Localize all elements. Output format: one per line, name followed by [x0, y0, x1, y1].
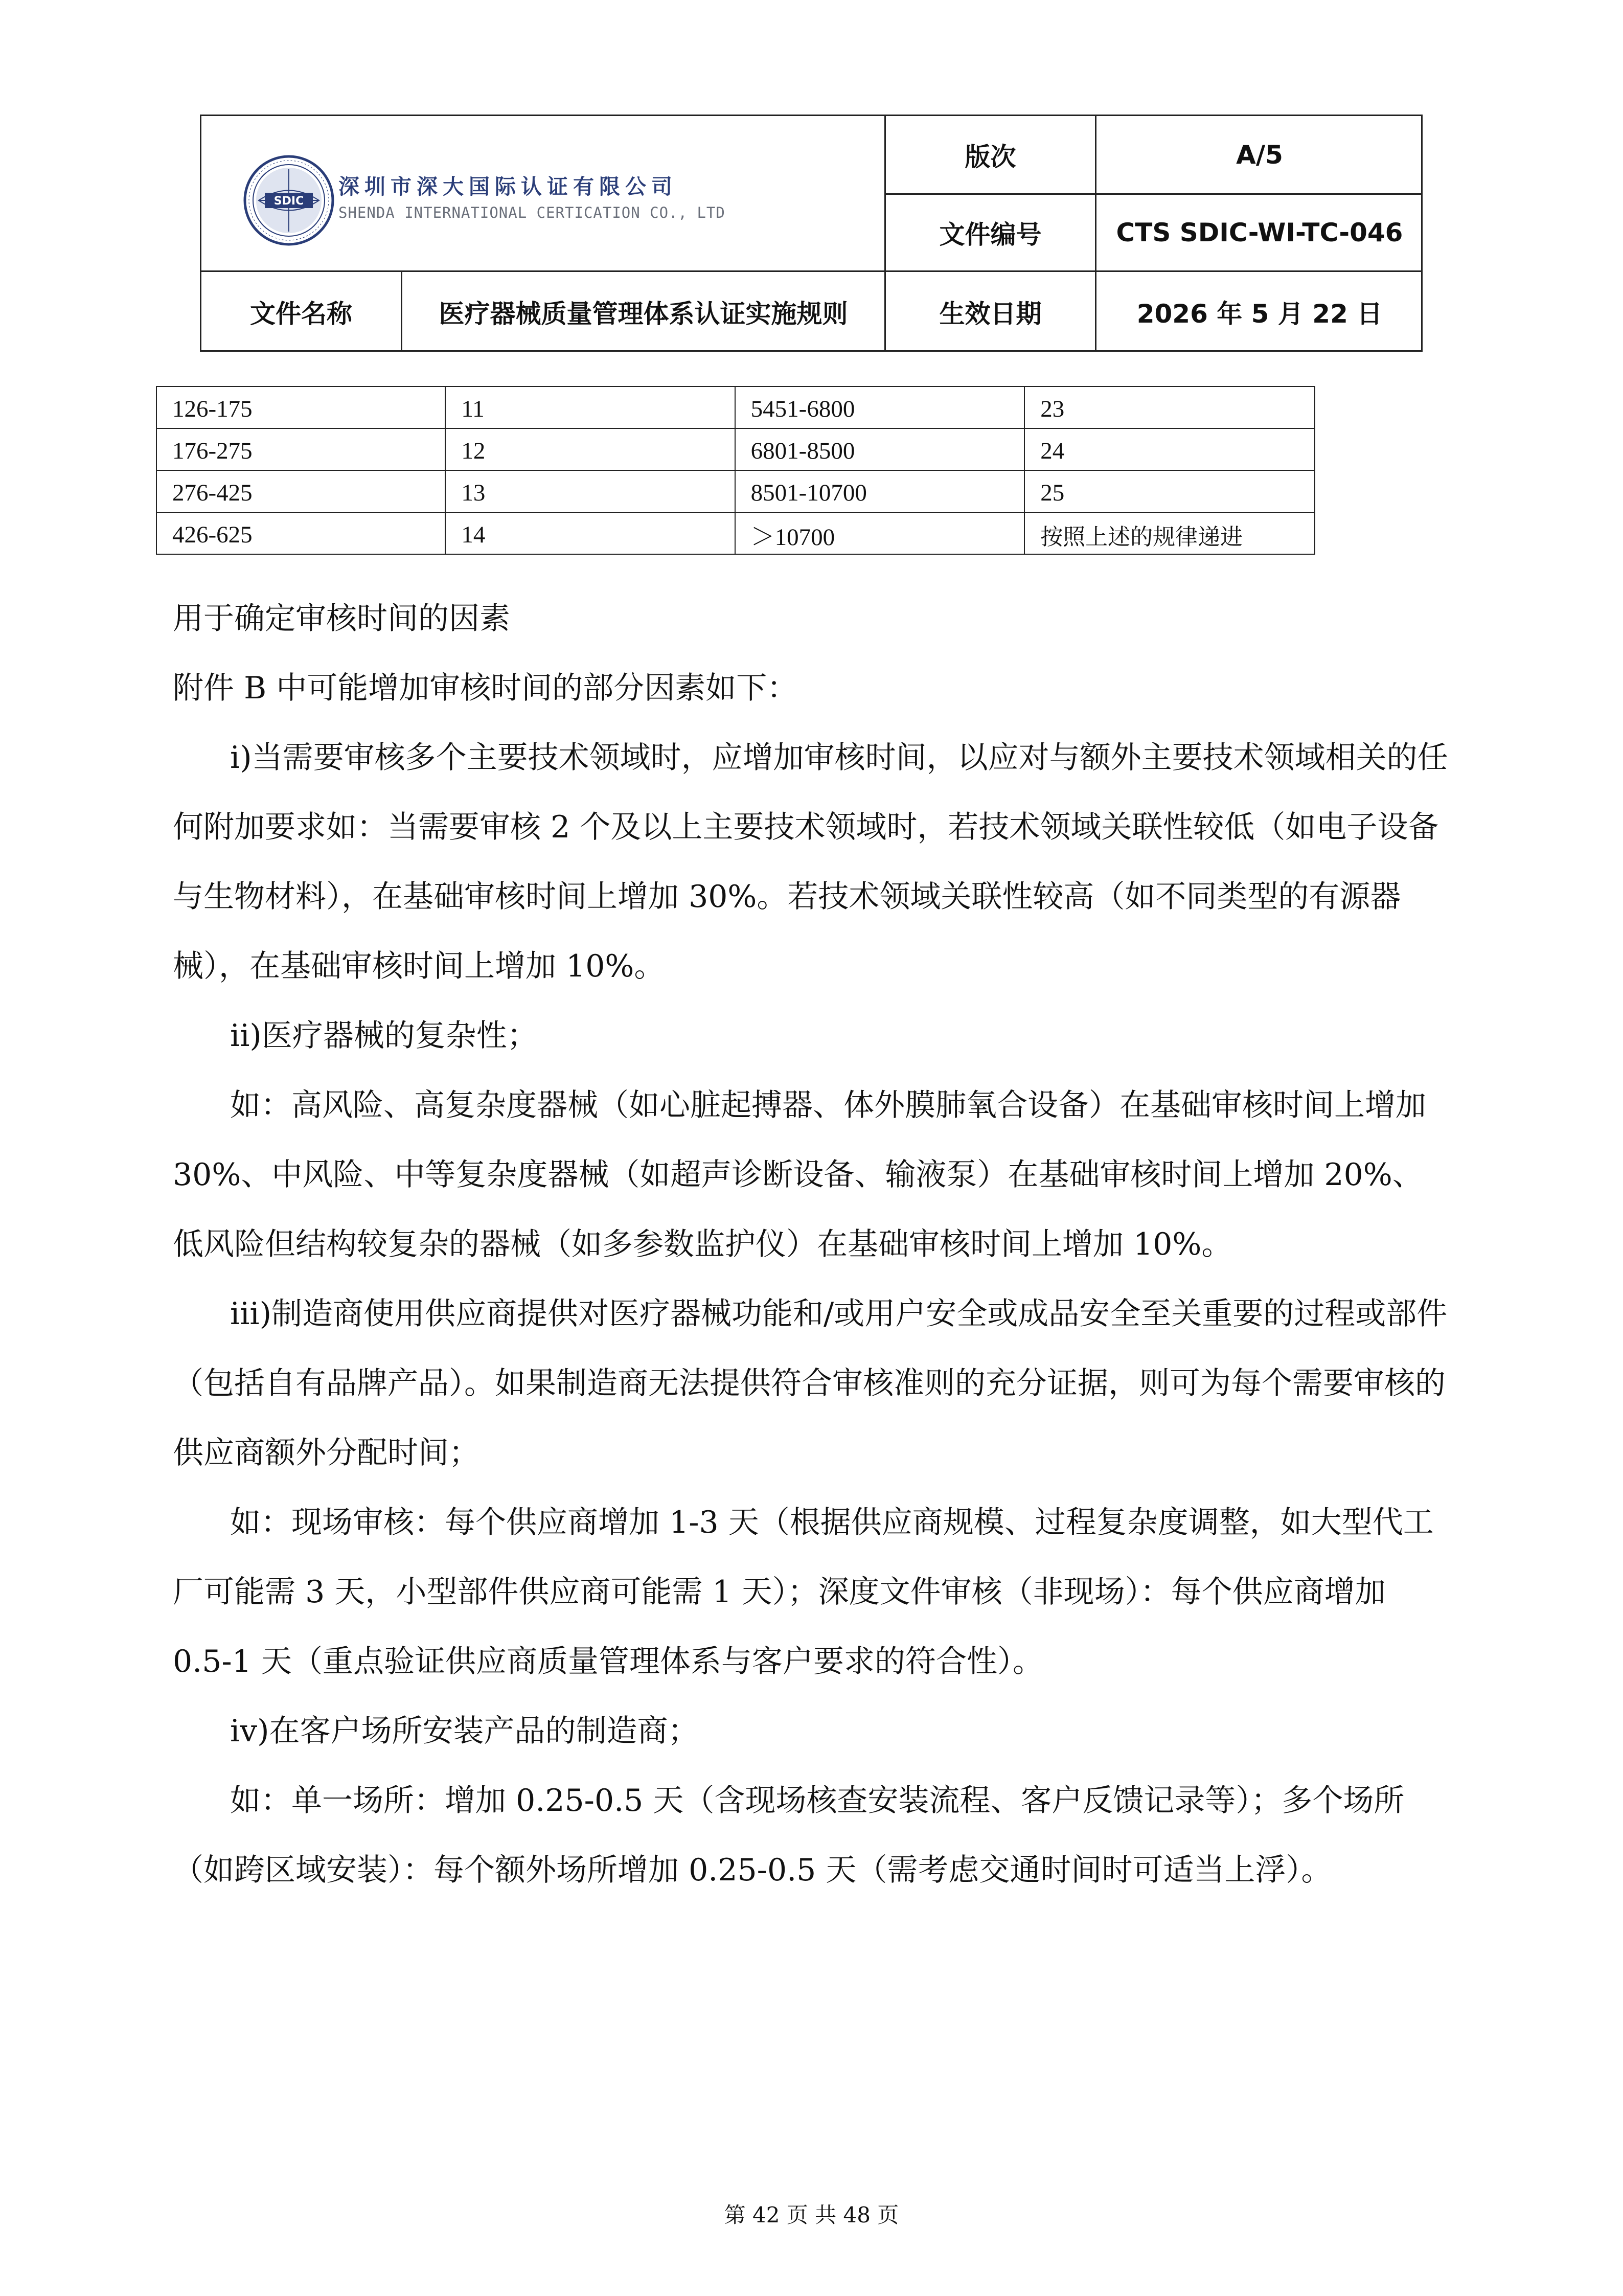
paragraph-item-iv: iv)在客户场所安装产品的制造商；	[230, 1713, 699, 1749]
company-name-en: SHENDA INTERNATIONAL CERTICATION CO., LTD	[338, 204, 725, 221]
document-number-value: CTS SDIC-WI-TC-046	[1116, 218, 1403, 247]
table-row	[156, 470, 1315, 512]
page-number: 第 42 页 共 48 页	[724, 2202, 899, 2227]
table-cell: 24	[1024, 428, 1315, 470]
table-cell: 8501-10700	[735, 470, 1025, 512]
table-cell: 13	[445, 470, 735, 512]
document-name-label: 文件名称	[250, 299, 352, 329]
section-heading: 用于确定审核时间的因素	[173, 601, 510, 636]
paragraph-item-iv-example: 如：单一场所：增加 0.25-0.5 天（含现场核查安装流程、客户反馈记录等）；多个场所（如跨区域安装）：每个额外场所增加 0.25-0.5 天（需考虑交通时间时可适当上浮）。	[173, 1783, 1405, 1888]
paragraph-item-ii: ii)医疗器械的复杂性；	[230, 1018, 538, 1054]
version-value: A/5	[1236, 140, 1283, 170]
table-cell: 5451-6800	[735, 387, 1025, 428]
effective-date-label: 生效日期	[939, 299, 1042, 329]
company-logo-block	[201, 116, 886, 270]
document-name-value: 医疗器械质量管理体系认证实施规则	[439, 299, 848, 329]
paragraph-item-i: i)当需要审核多个主要技术领域时，应增加审核时间，以应对与额外主要技术领域相关的任何附加要求如：当需要审核 2 个及以上主要技术领域时，若技术领域关联性较低（如电子设备与生物材料），在基础审核时间上增加 30%。若技术领域关联性较高（如不同类型的有源器械），在基础审核时间上增加 10%。	[173, 740, 1448, 984]
table-cell: ＞10700	[735, 512, 1025, 554]
paragraph-intro: 附件 B 中可能增加审核时间的部分因素如下：	[173, 670, 798, 706]
table-cell: 426-625	[156, 512, 445, 554]
document-body	[173, 584, 1451, 1905]
table-cell-note: 按照上述的规律递进	[1024, 512, 1315, 554]
table-row	[156, 387, 1315, 428]
table-cell: 11	[445, 387, 735, 428]
table-cell: 25	[1024, 470, 1315, 512]
table-cell: 126-175	[156, 387, 445, 428]
version-label: 版次	[965, 142, 1016, 172]
table-cell: 176-275	[156, 428, 445, 470]
audit-time-table	[156, 386, 1315, 555]
company-name-cn: 深圳市深大国际认证有限公司	[338, 174, 677, 199]
paragraph-item-iii-example: 如：现场审核：每个供应商增加 1-3 天（根据供应商规模、过程复杂度调整，如大型代工厂可能需 3 天，小型部件供应商可能需 1 天）；深度文件审核（非现场）：每个供应商增加 0.5-1 天（重点验证供应商质量管理体系与客户要求的符合性）。	[173, 1505, 1434, 1679]
paragraph-item-iii: iii)制造商使用供应商提供对医疗器械功能和/或用户安全或成品安全至关重要的过程或部件（包括自有品牌产品）。如果制造商无法提供符合审核准则的充分证据，则可为每个需要审核的供应商额外分配时间；	[173, 1296, 1448, 1471]
table-cell: 276-425	[156, 470, 445, 512]
paragraph-item-ii-example: 如：高风险、高复杂度器械（如心脏起搏器、体外膜肺氧合设备）在基础审核时间上增加 30%、中风险、中等复杂度器械（如超声诊断设备、输液泵）在基础审核时间上增加 20%、低风险但结构较复杂的器械（如多参数监护仪）在基础审核时间上增加 10%。	[173, 1087, 1426, 1262]
table-cell: 14	[445, 512, 735, 554]
effective-date-value: 2026 年 5 月 22 日	[1136, 299, 1383, 329]
table-row	[156, 512, 1315, 554]
table-row	[156, 428, 1315, 470]
table-cell: 6801-8500	[735, 428, 1025, 470]
company-seal-logo	[243, 155, 334, 246]
table-cell: 12	[445, 428, 735, 470]
svg-text:SDIC: SDIC	[273, 195, 304, 208]
document-number-label: 文件编号	[939, 220, 1042, 249]
document-header	[200, 115, 1423, 352]
table-cell: 23	[1024, 387, 1315, 428]
